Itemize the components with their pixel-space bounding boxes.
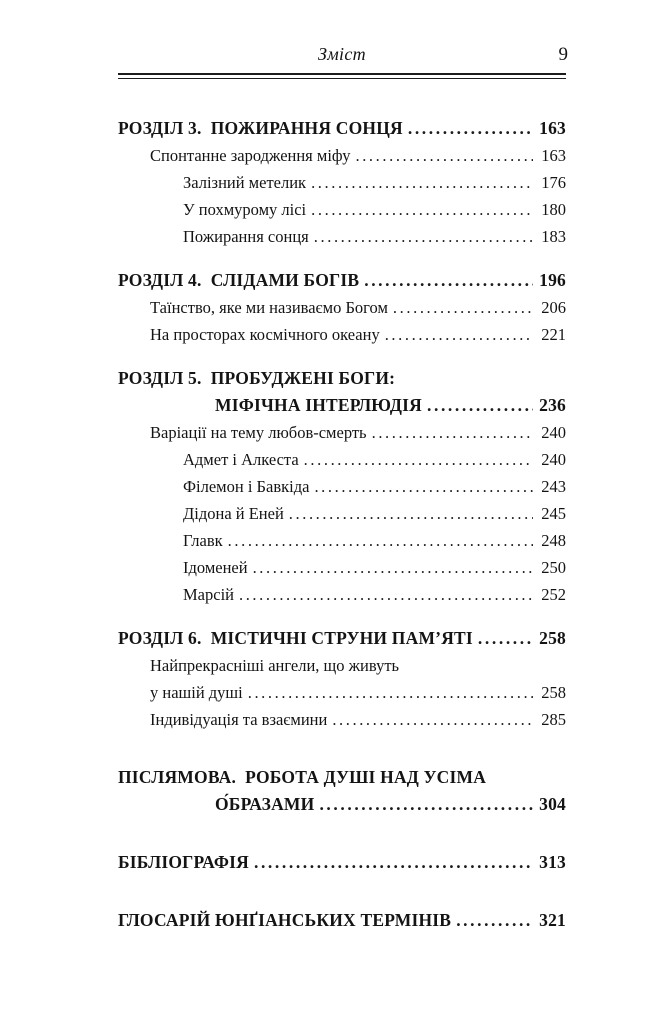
toc-entry-page: 196 — [539, 270, 566, 290]
dot-leader — [393, 294, 533, 321]
toc-entry-page: 285 — [541, 710, 566, 729]
page-number: 9 — [558, 44, 568, 65]
toc-entry-page: 240 — [541, 450, 566, 469]
dot-leader — [372, 419, 533, 446]
toc-entry-title: ГЛОСАРІЙ ЮНҐІАНСЬКИХ ТЕРМІНІВ — [118, 910, 452, 930]
toc-entry — [118, 196, 566, 223]
toc-entry-page: 248 — [541, 531, 566, 550]
toc-entry-page: 250 — [541, 558, 566, 577]
toc-entry-title: О́БРАЗАМИ — [215, 794, 315, 814]
toc-entry-title: Спонтанне зародження міфу — [150, 146, 351, 165]
dot-leader — [408, 115, 533, 142]
toc-entry-page: 163 — [541, 146, 566, 165]
toc-entry-page: 236 — [539, 395, 566, 415]
toc-entry-title: Пожирання сонця — [183, 227, 309, 246]
toc-entry-title: Дідона й Еней — [183, 504, 284, 523]
toc-entry-title: РОЗДІЛ 6. МІСТИЧНІ СТРУНИ ПАМ’ЯТІ — [118, 628, 473, 648]
toc-entry — [118, 527, 566, 554]
toc-entry-title: Філемон і Бавкіда — [183, 477, 310, 496]
dot-leader — [311, 196, 533, 223]
toc-entry-title: РОЗДІЛ 4. СЛІДАМИ БОГІВ — [118, 270, 360, 290]
toc-entry — [118, 554, 566, 581]
dot-leader — [248, 679, 533, 706]
toc-entry — [118, 223, 566, 250]
toc-entry — [118, 849, 566, 876]
toc-entry-page: 304 — [539, 794, 566, 814]
dot-leader — [478, 625, 533, 652]
dot-leader — [319, 791, 533, 818]
toc-list — [118, 115, 566, 934]
dot-leader — [311, 169, 533, 196]
dot-leader — [254, 849, 533, 876]
toc-entry-page: 240 — [541, 423, 566, 442]
toc-entry-title: Марсій — [183, 585, 234, 604]
toc-entry-page: 243 — [541, 477, 566, 496]
toc-entry — [118, 791, 566, 818]
toc-entry-title: Ідоменей — [183, 558, 248, 577]
toc-entry-page: 221 — [541, 325, 566, 344]
toc-entry-title: Варіації на тему любов-смерть — [150, 423, 367, 442]
toc-entry-page: 176 — [541, 173, 566, 192]
dot-leader — [228, 527, 533, 554]
toc-entry — [118, 500, 566, 527]
dot-leader — [456, 907, 533, 934]
dot-leader — [289, 500, 533, 527]
toc-entry-title: ПІСЛЯМОВА. РОБОТА ДУШІ НАД УСІМА — [118, 767, 487, 787]
toc-entry-title: На просторах космічного океану — [150, 325, 380, 344]
toc-entry-title: МІФІЧНА ІНТЕРЛЮДІЯ — [215, 395, 422, 415]
toc-entry — [118, 679, 566, 706]
page-title: Зміст — [318, 44, 366, 64]
running-head — [118, 42, 566, 66]
toc-entry — [118, 652, 566, 679]
dot-leader — [304, 446, 533, 473]
toc-entry — [118, 625, 566, 652]
dot-leader — [332, 706, 533, 733]
toc-entry — [118, 764, 566, 791]
dot-leader — [364, 267, 533, 294]
header-rule — [118, 73, 566, 79]
toc-entry — [118, 294, 566, 321]
toc-entry-title: РОЗДІЛ 5. ПРОБУДЖЕНІ БОГИ: — [118, 368, 396, 388]
dot-leader — [355, 142, 533, 169]
dot-leader — [385, 321, 533, 348]
toc-entry — [118, 581, 566, 608]
dot-leader — [427, 392, 533, 419]
toc-entry — [118, 321, 566, 348]
toc-entry — [118, 267, 566, 294]
dot-leader — [314, 473, 533, 500]
toc-entry-page: 321 — [539, 910, 566, 930]
toc-entry-title: РОЗДІЛ 3. ПОЖИРАННЯ СОНЦЯ — [118, 118, 403, 138]
dot-leader — [239, 581, 533, 608]
toc-entry — [118, 169, 566, 196]
toc-entry — [118, 115, 566, 142]
toc-entry-page: 245 — [541, 504, 566, 523]
toc-entry-title: Залізний метелик — [183, 173, 307, 192]
toc-entry-page: 258 — [539, 628, 566, 648]
toc-entry — [118, 392, 566, 419]
toc-entry — [118, 365, 566, 392]
toc-entry-page: 252 — [541, 585, 566, 604]
toc-entry-title: Адмет і Алкеста — [183, 450, 299, 469]
toc-entry-title: Таїнство, яке ми називаємо Богом — [150, 298, 388, 317]
toc-entry-page: 258 — [541, 683, 566, 702]
toc-entry-title: Найпрекрасніші ангели, що живуть — [150, 656, 400, 675]
toc-entry — [118, 706, 566, 733]
toc-entry — [118, 473, 566, 500]
toc-entry-page: 313 — [539, 852, 566, 872]
toc-entry-page: 183 — [541, 227, 566, 246]
toc-entry — [118, 419, 566, 446]
toc-entry — [118, 446, 566, 473]
toc-entry — [118, 907, 566, 934]
toc-entry-title: у нашій душі — [150, 683, 243, 702]
dot-leader — [253, 554, 533, 581]
toc-entry-title: БІБЛІОГРАФІЯ — [118, 852, 249, 872]
toc-entry-page: 163 — [539, 118, 566, 138]
toc-entry — [118, 142, 566, 169]
toc-entry-title: Главк — [183, 531, 223, 550]
dot-leader — [314, 223, 533, 250]
toc-entry-title: Індивідуація та взаємини — [150, 710, 328, 729]
toc-entry-title: У похмурому лісі — [183, 200, 307, 219]
toc-entry-page: 180 — [541, 200, 566, 219]
toc-entry-page: 206 — [541, 298, 566, 317]
